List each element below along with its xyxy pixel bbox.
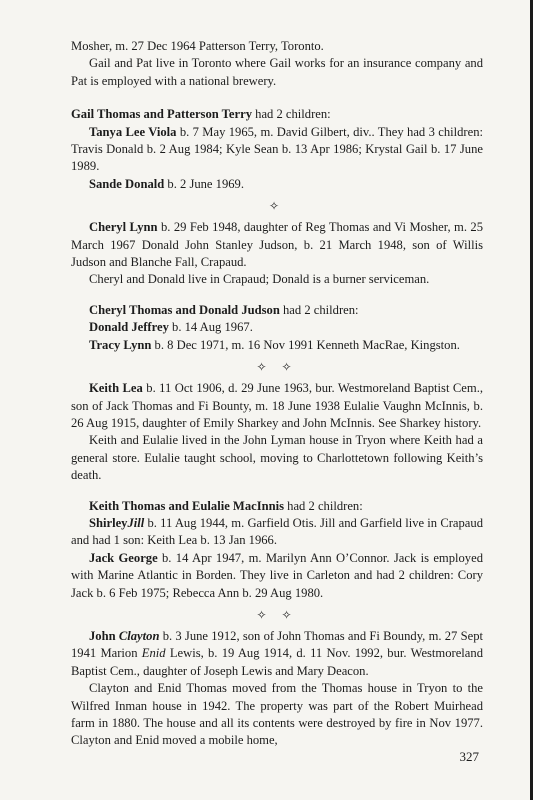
section-divider: ✧: [268, 199, 286, 214]
family-heading: Cheryl Thomas and Donald Judson had 2 children:: [89, 302, 359, 317]
paragraph: Keith and Eulalie lived in the John Lyman house in Tryon where Keith had a general store. Eulalie taught school, moving to Charlottetown following Keith’s death.: [71, 433, 483, 483]
family-heading: Keith Thomas and Eulalie MacInnis had 2 children:: [89, 498, 363, 513]
page-number: 327: [459, 749, 479, 764]
text-line: Mosher, m. 27 Dec 1964 Patterson Terry, Toronto.: [71, 39, 324, 53]
section-divider: ✧ ✧: [256, 360, 298, 375]
paragraph: Clayton and Enid Thomas moved from the Thomas house in Tryon to the Wilfred Inman house in 1942. The property was part of the Robert Muirhead farm in 1880. The house and all its contents were destroyed by fire in Nov 1977. Clayton and Enid moved a mobile home,: [71, 681, 483, 748]
child-entry: Tracy Lynn b. 8 Dec 1971, m. 16 Nov 1991 Kenneth MacRae, Kingston.: [89, 337, 460, 352]
family-heading: Gail Thomas and Patterson Terry had 2 children:: [71, 107, 331, 122]
person-entry: John Clayton b. 3 June 1912, son of John Thomas and Fi Boundy, m. 27 Sept 1941 Marion Enid Lewis, b. 19 Aug 1914, d. 11 Nov. 1992, bur. Westmoreland Baptist Cem., daughter of Joseph Lewis and Mary Deacon.: [71, 628, 483, 678]
child-entry: Jack George b. 14 Apr 1947, m. Marilyn Ann O’Connor. Jack is employed with Marine Atlantic in Borden. They live in Carleton and had 2 children: Cory Jack b. 6 Feb 1975; Rebecca Ann b. 29 Aug 1980.: [71, 550, 483, 600]
section-divider: ✧ ✧: [256, 607, 298, 622]
paragraph: Cheryl and Donald live in Crapaud; Donald is a burner serviceman.: [89, 272, 430, 287]
child-entry: Sande Donald b. 2 June 1969.: [89, 176, 245, 191]
child-entry: ShirleyJill b. 11 Aug 1944, m. Garfield Otis. Jill and Garfield live in Crapaud and had 1 son: Keith Lea b. 13 Jan 1966.: [71, 515, 483, 548]
person-entry: Keith Lea b. 11 Oct 1906, d. 29 June 1963, bur. Westmoreland Baptist Cem., son of Jack Thomas and Fi Bounty, m. 18 June 1938 Eulalie Vaughn McInnis, b. 26 Aug 1915, daughter of Emily Sharkey and John McInnis. See Sharkey history.: [71, 381, 483, 430]
child-entry: Tanya Lee Viola b. 7 May 1965, m. David Gilbert, div.. They had 3 children: Travis Donald b. 2 Aug 1984; Kyle Sean b. 13 Apr 1986; Krystal Gail b. 17 June 1989.: [71, 124, 483, 174]
person-entry: Cheryl Lynn b. 29 Feb 1948, daughter of Reg Thomas and Vi Mosher, m. 25 March 1967 Donald John Stanley Judson, b. 21 March 1948, son of Willis Judson and Blanche Fall, Crapaud.: [71, 220, 483, 270]
paragraph: Gail and Pat live in Toronto where Gail works for an insurance company and Pat is employed with a national brewery.: [71, 56, 483, 88]
child-entry: Donald Jeffrey b. 14 Aug 1967.: [89, 320, 253, 335]
